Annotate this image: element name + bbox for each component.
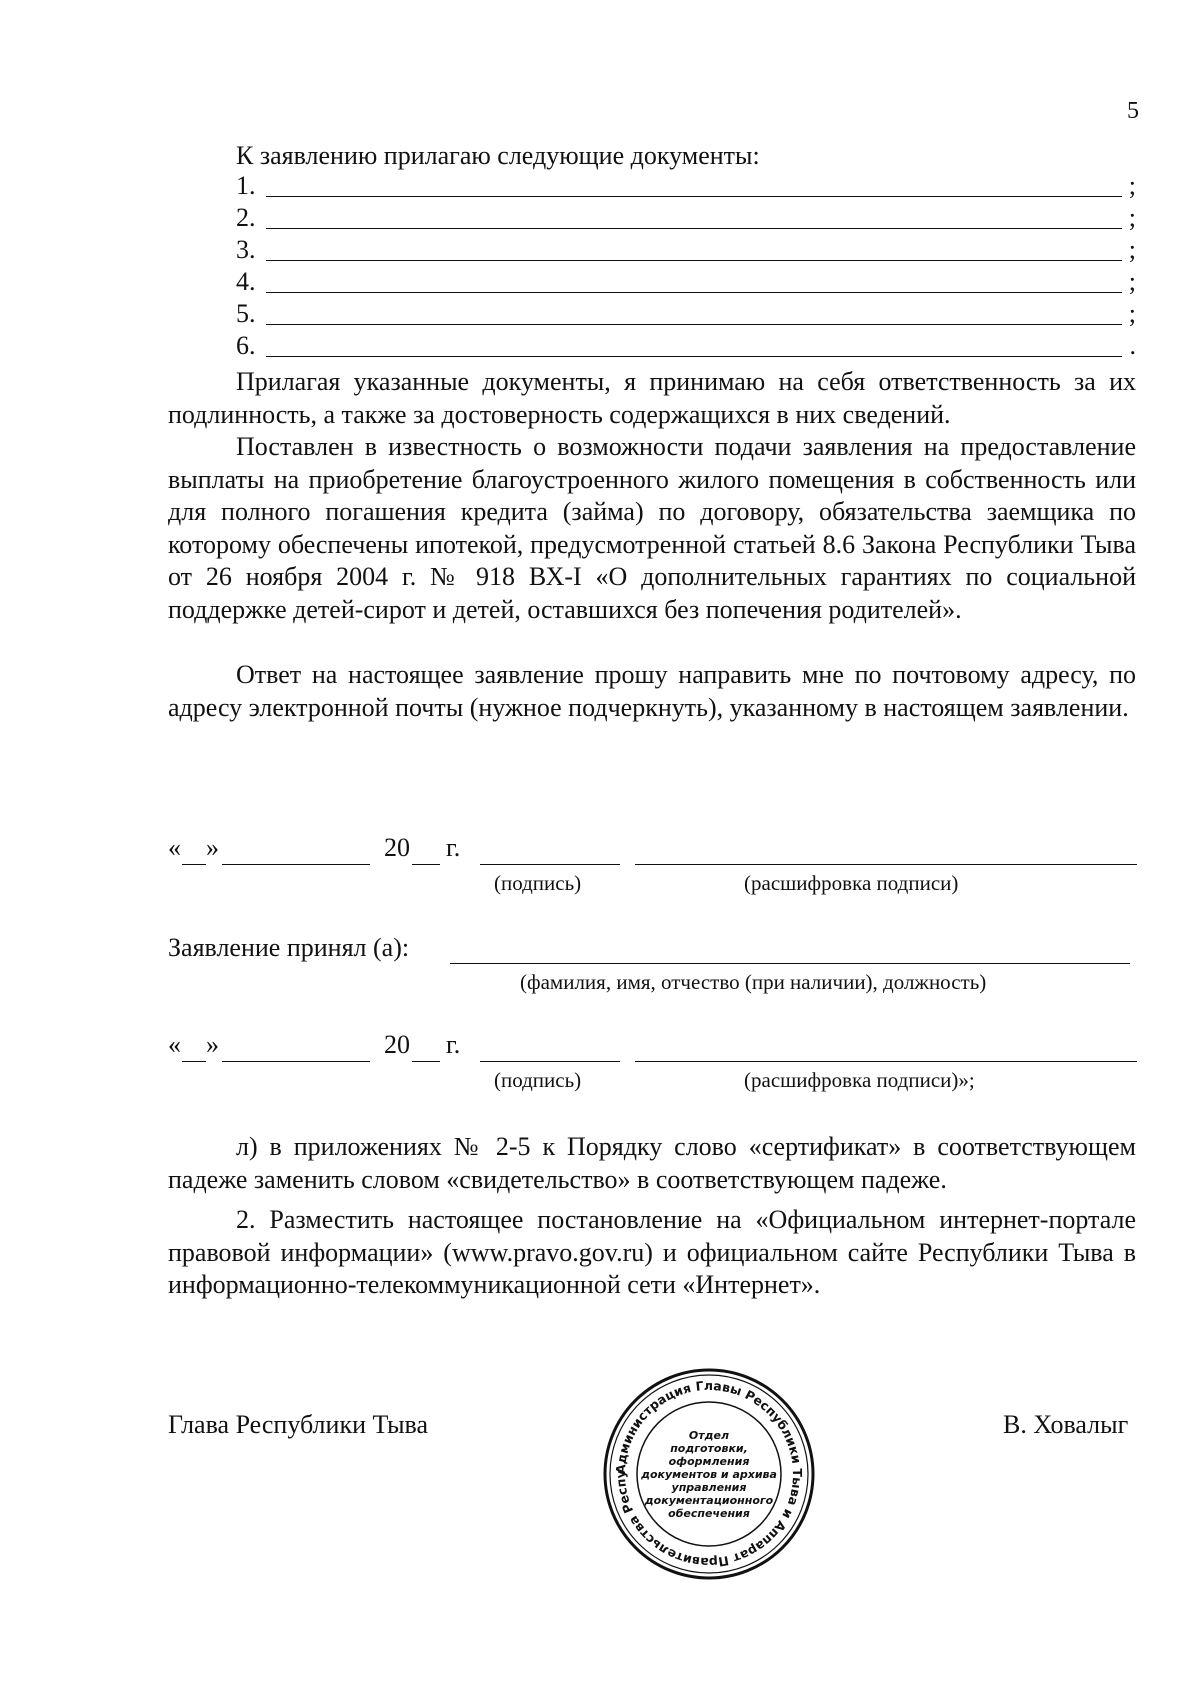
decoding-blank	[635, 864, 1137, 865]
attachment-row	[236, 266, 1136, 296]
decoding-blank	[635, 1061, 1137, 1062]
attachment-end: ;	[1128, 299, 1136, 328]
accepted-blank	[450, 963, 1130, 964]
year-prefix: 20	[384, 833, 410, 862]
page-number: 5	[1127, 98, 1139, 124]
attachment-end: ;	[1128, 203, 1136, 232]
attachment-number: 3.	[236, 235, 256, 264]
stamp-center-line: подготовки,	[670, 1442, 748, 1455]
amendment-paragraph	[168, 1131, 1136, 1196]
year-suffix: г.	[446, 833, 461, 862]
response-text: Ответ на настоящее заявление прошу направить мне по почтовому адресу, по адресу электронной почты (нужное подчеркнуть), указанному в настоящем заявлении.	[168, 660, 1136, 722]
attachment-row	[236, 234, 1136, 264]
day-blank	[182, 1061, 206, 1062]
signature-caption: (подпись)	[494, 1068, 582, 1092]
attachment-number: 1.	[236, 171, 256, 200]
stamp-center-line: оформления	[668, 1455, 750, 1468]
responsibility-paragraph	[168, 366, 1136, 431]
month-blank	[222, 1061, 370, 1062]
decoding-caption: (расшифровка подписи)	[744, 871, 959, 895]
accepted-label: Заявление принял (а):	[168, 933, 410, 962]
signature-blank	[480, 1061, 620, 1062]
year-blank	[412, 864, 440, 865]
attachment-end: ;	[1128, 267, 1136, 296]
attachment-number: 4.	[236, 267, 256, 296]
signatory-position: Глава Республики Тыва	[168, 1410, 429, 1439]
stamp-seal	[600, 1365, 818, 1583]
stamp-center-line: управления	[671, 1481, 747, 1494]
stamp-center-line: документов и архива	[641, 1468, 777, 1481]
attachment-row	[236, 170, 1136, 200]
amendment-text: л) в приложениях № 2-5 к Порядку слово «сертификат» в соответствующем падеже заменить словом «свидетельство» в соответствующем падеже.	[168, 1132, 1136, 1194]
month-blank	[222, 864, 370, 865]
year-blank	[412, 1061, 440, 1062]
publish-paragraph	[168, 1204, 1136, 1302]
stamp-center-line: обеспечения	[668, 1507, 750, 1520]
attachment-end: ;	[1128, 171, 1136, 200]
year-prefix: 20	[384, 1030, 410, 1059]
blank-line	[266, 196, 1122, 197]
stamp-center-line: документационного	[644, 1494, 774, 1507]
date-open-quote: «	[168, 1030, 181, 1059]
stamp-ring-text: Администрация Главы Республики Тыва и Аппарат Правительства Респу	[612, 1377, 806, 1571]
publish-text: 2. Разместить настоящее постановление на «Официальном интернет-портале правовой информации» (www.pravo.gov.ru) и официальном сайте Республики Тыва в информационно-телекоммуникационной сети «Интернет».	[168, 1205, 1136, 1299]
notice-paragraph	[168, 431, 1136, 626]
accepted-caption: (фамилия, имя, отчество (при наличии), должность)	[520, 970, 987, 994]
attachment-row	[236, 202, 1136, 232]
day-blank	[182, 864, 206, 865]
response-paragraph	[168, 659, 1136, 724]
attachment-number: 6.	[236, 331, 256, 360]
signature-blank	[480, 864, 620, 865]
stamp-center-line: Отдел	[688, 1429, 730, 1442]
attachment-number: 2.	[236, 203, 256, 232]
date-open-quote: «	[168, 833, 181, 862]
attachment-row	[236, 330, 1136, 360]
notice-text: Поставлен в известность о возможности подачи заявления на предоставление выплаты на приобретение благоустроенного жилого помещения в собственность или для полного погашения кредита (займа) по договору, обязательства заемщика по которому обеспечены ипотекой, предусмотренной статьей 8.6 Закона Республики Тыва от 26 ноября 2004 г. № 918 ВХ-I «О дополнительных гарантиях по социальной поддержке детей-сирот и детей, оставшихся без попечения родителей».	[168, 432, 1136, 624]
date-close-quote: »	[206, 1030, 219, 1059]
stamp-center-text	[640, 1429, 777, 1520]
blank-line	[266, 324, 1122, 325]
blank-line	[266, 356, 1122, 357]
official-stamp	[600, 1365, 818, 1583]
date-close-quote: »	[206, 833, 219, 862]
blank-line	[266, 260, 1122, 261]
signatory-name: В. Ховалыг	[1003, 1410, 1129, 1439]
decoding-caption: (расшифровка подписи)»;	[744, 1068, 975, 1092]
year-suffix: г.	[446, 1030, 461, 1059]
attachment-end: .	[1129, 331, 1136, 360]
attachment-end: ;	[1128, 235, 1136, 264]
attachment-number: 5.	[236, 299, 256, 328]
attachment-row	[236, 298, 1136, 328]
blank-line	[266, 228, 1122, 229]
attachments-intro: К заявлению прилагаю следующие документы:	[236, 141, 760, 170]
blank-line	[266, 292, 1122, 293]
signature-caption: (подпись)	[494, 871, 582, 895]
responsibility-text: Прилагая указанные документы, я принимаю на себя ответственность за их подлинность, а также за достоверность содержащихся в них сведений.	[168, 367, 1136, 429]
